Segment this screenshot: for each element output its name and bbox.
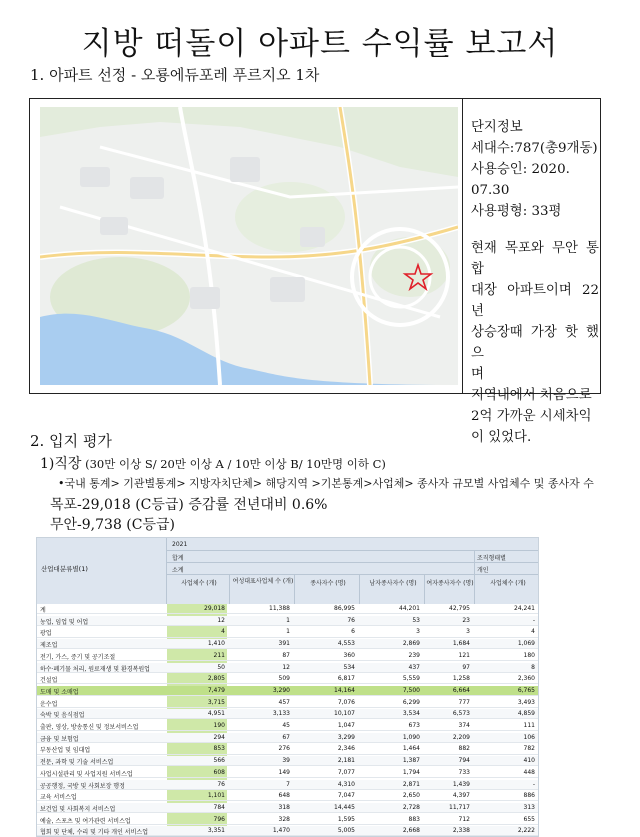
note-line: 상승장때 가장 핫 했으 <box>471 325 599 361</box>
table-row <box>37 756 539 766</box>
stats-table <box>36 537 539 837</box>
table-cell: 374 <box>458 722 470 729</box>
table-cell: 2,650 <box>402 792 420 800</box>
column-header: 여자종사자수 (명) <box>426 580 474 587</box>
header-year: 2021 <box>172 541 188 548</box>
box-divider <box>462 99 463 393</box>
table-cell: 318 <box>278 803 290 811</box>
corner-label: 산업대분류별(1) <box>41 565 88 573</box>
table-cell: 3,290 <box>272 686 290 694</box>
table-cell: 44,201 <box>399 605 420 612</box>
table-cell: 7,479 <box>207 686 225 694</box>
info-households: 세대수:787(총9개동) <box>471 141 598 156</box>
table-cell: 53 <box>412 616 420 624</box>
row-label: 하수·폐기물 처리, 원료재생 및 환경복원업 <box>40 665 150 673</box>
table-row <box>37 780 539 790</box>
table-cell: 2,869 <box>402 640 420 648</box>
table-cell: 655 <box>523 815 535 823</box>
table-cell: 121 <box>458 651 470 659</box>
table-row <box>37 791 539 801</box>
table-cell: 5,005 <box>337 827 355 835</box>
table-cell: 1,387 <box>402 757 420 765</box>
table-cell: 509 <box>278 675 290 683</box>
table-cell: 1,410 <box>207 640 225 648</box>
table-cell: 2,181 <box>337 757 355 765</box>
table-row <box>37 651 539 661</box>
table-cell: 67 <box>282 733 290 741</box>
mokpo-stat: 목포-29,018 (C등급) 증감률 전년대비 0.6% <box>50 497 328 513</box>
table-cell: 1,470 <box>272 827 290 835</box>
table-header <box>37 538 539 604</box>
row-label: 숙박 및 음식점업 <box>40 712 85 720</box>
row-label: 보건업 및 사회복지 서비스업 <box>40 805 116 813</box>
table-cell: 3,493 <box>517 698 535 706</box>
table-cell: 882 <box>458 745 470 753</box>
table-cell: 23 <box>462 616 470 624</box>
table-cell: 8 <box>531 663 535 671</box>
map-graphic <box>40 107 458 385</box>
table-cell: - <box>532 616 535 624</box>
info-size: 사용평형: 33평 <box>471 204 562 219</box>
table-cell: 328 <box>278 815 290 823</box>
table-cell: 7,047 <box>337 792 355 800</box>
table-cell: 1 <box>286 628 290 636</box>
note-line: 2억 가까운 시세차익 <box>471 409 592 424</box>
row-label: 전기, 가스, 증기 및 공기조절 <box>40 653 116 661</box>
table-cell: 777 <box>458 698 470 706</box>
table-cell: 6,817 <box>337 675 355 683</box>
table-cell: 7,076 <box>337 698 355 706</box>
table-row <box>37 709 539 719</box>
table-cell: 42,795 <box>449 605 470 612</box>
row-label: 제조업 <box>40 642 58 650</box>
table-row <box>37 815 539 825</box>
table-cell: 457 <box>278 698 290 706</box>
table-cell: 2,209 <box>452 733 470 741</box>
table-cell: 239 <box>408 651 420 659</box>
table-cell: 7 <box>286 780 290 788</box>
table-row <box>37 663 539 673</box>
table-row <box>37 826 539 836</box>
table-cell: 76 <box>217 780 225 788</box>
table-cell: 6,299 <box>402 698 420 706</box>
table-cell: 106 <box>523 733 535 741</box>
table-cell: 360 <box>343 651 355 659</box>
table-cell: 6,664 <box>452 686 470 694</box>
table-cell: 566 <box>213 757 225 765</box>
table-cell: 6,765 <box>517 686 535 694</box>
table-row <box>37 721 539 731</box>
column-header: 종사자수 (명) <box>310 580 346 587</box>
row-label: 교육 서비스업 <box>40 794 77 802</box>
column-header: 여성대표사업체 수 (개) <box>232 578 294 585</box>
table-cell: 1,258 <box>452 675 470 683</box>
complex-info <box>471 117 599 448</box>
table-cell: 276 <box>278 745 290 753</box>
row-label: 협회 및 단체, 수리 및 기타 개인 서비스업 <box>40 829 148 837</box>
table-cell: 6,573 <box>452 710 470 718</box>
table-cell: 111 <box>523 722 535 729</box>
table-cell: 1,794 <box>402 768 420 776</box>
column-header: 사업체수 (개) <box>490 580 526 587</box>
job-heading <box>40 453 386 473</box>
table-cell: 2,871 <box>402 780 420 788</box>
table-cell: 4,951 <box>207 710 225 718</box>
section-1-heading: 1. 아파트 선정 - 오룡에듀포레 푸르지오 1차 <box>30 66 320 84</box>
column-header: 사업체수 (개) <box>181 580 217 587</box>
table-cell: 1,464 <box>402 745 420 753</box>
table-cell: 883 <box>408 815 420 823</box>
note-line: 이 있었다. <box>471 430 532 445</box>
table-cell: 86,995 <box>334 605 355 612</box>
table-cell: 2,360 <box>517 675 535 683</box>
row-label: 공공행정, 국방 및 사회보장 행정 <box>40 782 125 790</box>
table-cell: 50 <box>217 663 225 671</box>
table-cell: 733 <box>458 768 470 776</box>
table-cell: 1,090 <box>402 733 420 741</box>
row-label: 사업시설관리 및 사업지원 서비스업 <box>40 770 133 778</box>
table-corner <box>37 538 167 604</box>
page-title: 지방 떠돌이 아파트 수익률 보고서 <box>81 26 559 62</box>
note-line: 대장 아파트이며 22년 <box>471 283 599 319</box>
table-cell: 149 <box>278 768 290 776</box>
table-cell: 313 <box>523 803 535 811</box>
header-group1: 합계 <box>172 555 184 562</box>
table-cell: 5,559 <box>402 675 420 683</box>
table-cell: 4 <box>221 628 225 636</box>
table-cell: 11,388 <box>269 605 290 612</box>
row-label: 계 <box>40 607 46 614</box>
table-cell: 11,717 <box>449 803 470 811</box>
table-cell: 410 <box>523 757 535 765</box>
header-group1-sub: 소계 <box>172 567 184 574</box>
table-cell: 794 <box>458 757 470 765</box>
muan-stat: 무안-9,738 (C등급) <box>50 517 175 533</box>
row-label: 광업 <box>40 630 52 638</box>
info-note <box>471 238 599 448</box>
table-cell: 7,077 <box>337 768 355 776</box>
table-cell: 294 <box>213 733 225 741</box>
row-label: 건설업 <box>40 677 58 685</box>
table-cell: 14,164 <box>334 686 355 694</box>
table-cell: - <box>532 780 535 788</box>
table-cell: 76 <box>347 616 355 624</box>
header-group2-sub: 개인 <box>477 567 489 574</box>
table-row <box>37 616 539 626</box>
table-cell: 796 <box>213 815 225 823</box>
table-cell: 45 <box>282 722 290 729</box>
table-cell: 3,133 <box>272 710 290 718</box>
column-header: 남자종사자수 (명) <box>369 580 417 587</box>
row-label: 운수업 <box>40 700 58 708</box>
info-heading: 단지정보 <box>471 120 523 135</box>
table-cell: 3,715 <box>207 698 225 706</box>
info-approval: 사용승인: 2020. 07.30 <box>471 162 570 198</box>
table-cell: 14,445 <box>334 803 355 811</box>
table-cell: 180 <box>523 651 535 659</box>
header-group2: 조직형태별 <box>477 555 506 562</box>
table-cell: 448 <box>523 768 535 776</box>
note-line: 지역내에서 처음으로 <box>471 388 592 403</box>
table-row <box>37 604 539 614</box>
table-cell: 2,338 <box>452 827 470 835</box>
table-cell: 2,222 <box>517 827 535 835</box>
table-cell: 29,018 <box>204 605 225 612</box>
row-label: 출판, 영상, 방송통신 및 정보서비스업 <box>40 724 139 731</box>
table-cell: 24,241 <box>514 605 535 612</box>
table-cell: 4,310 <box>337 780 355 788</box>
table-cell: 87 <box>282 651 290 659</box>
table-cell: 784 <box>213 803 225 811</box>
row-label: 전문, 과학 및 기술 서비스업 <box>40 759 114 767</box>
note-line: 현재 목포와 무안 통합 <box>471 241 599 277</box>
table-cell: 712 <box>458 815 470 823</box>
table-cell: 12 <box>217 616 225 624</box>
table-cell: 1,047 <box>337 722 355 729</box>
table-cell: 7,500 <box>402 686 420 694</box>
table-cell: 2,805 <box>207 675 225 683</box>
table-row <box>37 686 539 696</box>
table-row <box>37 639 539 649</box>
table-cell: 39 <box>282 757 290 765</box>
table-cell: 608 <box>213 768 225 776</box>
table-cell: 4,397 <box>452 792 470 800</box>
job-criteria: (30만 이상 S/ 20만 이상 A / 10만 이상 B/ 10만명 이하 C) <box>81 457 386 471</box>
table-row <box>37 674 539 684</box>
table-cell: 3 <box>416 628 420 636</box>
table-row <box>37 733 539 743</box>
table-cell: 190 <box>213 722 225 729</box>
table-cell: 1,439 <box>452 780 470 788</box>
table-cell: 3,534 <box>402 710 420 718</box>
table-cell: 12 <box>282 663 290 671</box>
row-label: 농업, 임업 및 어업 <box>40 618 89 626</box>
table-cell: 673 <box>408 722 420 729</box>
row-label: 금융 및 보험업 <box>40 735 79 743</box>
table-cell: 211 <box>213 651 225 659</box>
table-cell: 3,351 <box>207 827 225 835</box>
table-cell: 648 <box>278 792 290 800</box>
table-cell: 1,101 <box>207 792 225 800</box>
table-cell: 4,859 <box>517 710 535 718</box>
table-cell: 2,728 <box>402 803 420 811</box>
table-cell: 4 <box>531 628 535 636</box>
table-cell: 4,553 <box>337 640 355 648</box>
table-cell: 3,299 <box>337 733 355 741</box>
table-cell: 1,069 <box>517 640 535 648</box>
table-cell: 886 <box>523 792 535 800</box>
table-cell: 1,684 <box>452 640 470 648</box>
table-row <box>37 744 539 754</box>
table-cell: 437 <box>408 663 420 671</box>
row-label: 도매 및 소매업 <box>40 688 79 696</box>
table-cell: 3 <box>466 628 470 636</box>
row-label: 예술, 스포츠 및 여가관련 서비스업 <box>40 817 131 825</box>
table-cell: 853 <box>213 745 225 753</box>
location-map[interactable] <box>40 107 458 385</box>
table-cell: 97 <box>462 663 470 671</box>
table-row <box>37 803 539 813</box>
table-cell: 10,107 <box>334 710 355 718</box>
table-cell: 1 <box>286 616 290 624</box>
table-row <box>37 768 539 778</box>
table-cell: 1,595 <box>337 815 355 823</box>
table-cell: 391 <box>278 640 290 648</box>
job-title: 1)직장 <box>40 456 82 472</box>
table-cell: 782 <box>523 745 535 753</box>
table-cell: 2,346 <box>337 745 355 753</box>
row-label: 부동산업 및 임대업 <box>40 747 91 755</box>
data-source: •국내 통계> 기관별통계> 지방자치단체> 해당지역 >기본통계>사업체> 종사자 규모별 사업체수 및 종사자 수 <box>58 477 594 490</box>
table-cell: 534 <box>343 663 355 671</box>
table-row <box>37 627 539 637</box>
table-row <box>37 698 539 708</box>
note-line: 며 <box>471 367 484 382</box>
table-cell: 2,668 <box>402 827 420 835</box>
table-cell: 6 <box>351 628 355 636</box>
section-2-heading: 2. 입지 평가 <box>30 432 112 450</box>
